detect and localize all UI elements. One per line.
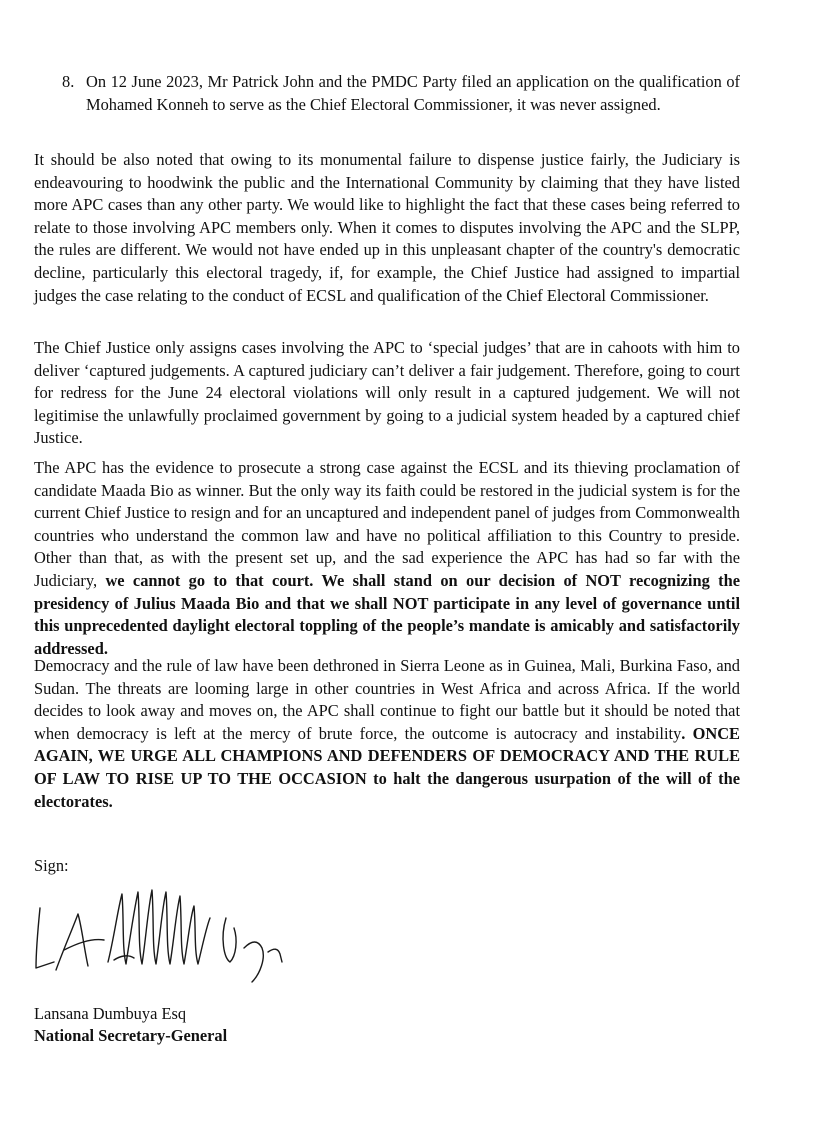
list-item-8 xyxy=(62,71,740,116)
signer-title: National Secretary-General xyxy=(34,1026,228,1045)
list-item-number: 8. xyxy=(62,72,75,91)
paragraph-democracy xyxy=(34,655,740,813)
signer-name: Lansana Dumbuya Esq xyxy=(34,1004,187,1023)
paragraph-democracy-text: Democracy and the rule of law have been dethroned in Sierra Leone as in Guinea, Mali, Burkina Faso, and Sudan. The threats are looming large in other countries in West Africa and across Africa. If the world decides to look away and moves on, the APC shall continue to fight our battle but it should be noted that when democracy is left at the mercy of brute force, the outcome is autocracy and instability xyxy=(34,656,740,743)
paragraph-judiciary: It should be also noted that owing to its monumental failure to dispense justice fairly, the Judiciary is endeavouring to hoodwink the public and the International Community by claiming that they have listed more APC cases than any other party. We would like to highlight the fact that these cases being referred to relate to those involving APC members only. When it comes to disputes involving the APC and the SLPP, the rules are different. We would not have ended up in this unpleasant chapter of the country's democratic decline, particularly this electoral tragedy, if, for example, the Chief Justice had assigned to impartial judges the case relating to the conduct of ECSL and qualification of the Chief Electoral Commissioner. xyxy=(34,150,740,305)
paragraph-evidence-bold: we cannot go to that court. We shall stand on our decision of NOT recognizing the presidency of Julius Maada Bio and that we shall NOT participate in any level of governance until this unprecedented daylight electoral toppling of the people’s mandate is amicably and satisfactorily addressed. xyxy=(34,570,740,658)
paragraph-chief-justice: The Chief Justice only assigns cases involving the APC to ‘special judges’ that are in cahoots with him to deliver ‘captured judgements. A captured judiciary can’t deliver a fair judgement. Therefore, going to court for redress for the June 24 electoral violations will only result in a captured judgement. We will not legitimise the unlawfully proclaimed government by going to a judicial system headed by a captured chief Justice. xyxy=(34,338,740,448)
list-item-text: On 12 June 2023, Mr Patrick John and the PMDC Party filed an application on the qualification of Mohamed Konneh to serve as the Chief Electoral Commissioner, it was never assigned. xyxy=(86,72,740,114)
paragraph-evidence xyxy=(34,457,740,660)
handwritten-signature xyxy=(30,878,300,988)
paragraph-evidence-text: The APC has the evidence to prosecute a strong case against the ECSL and its thieving proclamation of candidate Maada Bio as winner. But the only way its faith could be restored in the judicial system is for the current Chief Justice to resign and for an uncaptured and independent panel of judges from Commonwealth countries who understand the common law and have no political affiliation to this Country to preside. Other than that, as with the present set up, and the sad experience the APC has had so far with the Judiciary, xyxy=(34,458,740,590)
sign-label: Sign: xyxy=(34,856,69,875)
paragraph-democracy-bold: . ONCE AGAIN, WE URGE ALL CHAMPIONS AND DEFENDERS OF DEMOCRACY AND THE RULE OF LAW TO RISE UP TO THE OCCASION to halt the dangerous usurpation of the will of the electorates. xyxy=(34,723,740,811)
